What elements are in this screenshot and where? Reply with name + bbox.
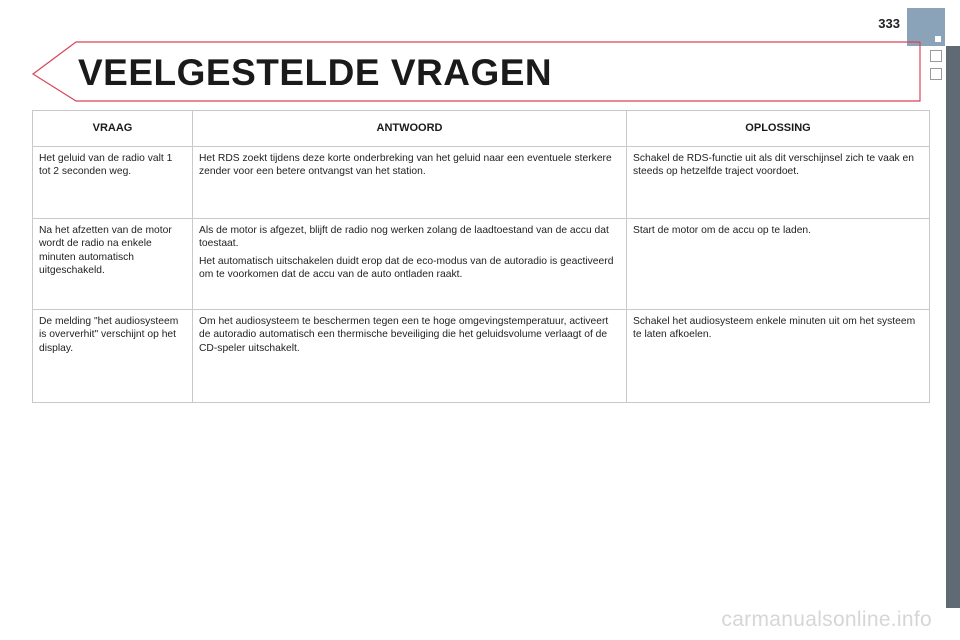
solution-cell: Schakel het audiosysteem enkele minuten uit om het systeem te laten afkoelen.: [627, 310, 930, 403]
page-number: 333: [878, 16, 900, 31]
solution-cell: Start de motor om de accu op te laden.: [627, 219, 930, 310]
header-question: VRAAG: [33, 111, 193, 147]
question-cell: Het geluid van de radio valt 1 tot 2 seconden weg.: [33, 147, 193, 219]
question-cell: De melding "het audiosysteem is oververhit" verschijnt op het display.: [33, 310, 193, 403]
table-row: [33, 310, 930, 403]
answer-cell: [193, 147, 627, 219]
page-title: VEELGESTELDE VRAGEN: [78, 52, 553, 93]
table-row: [33, 147, 930, 219]
solution-cell: Schakel de RDS-functie uit als dit verschijnsel zich te vaak en steeds op hetzelfde traject voordoet.: [627, 147, 930, 219]
answer-paragraph: Als de motor is afgezet, blijft de radio nog werken zolang de laadtoestand van de accu dat toestaat.: [199, 225, 609, 250]
side-strip: [946, 46, 960, 608]
answer-cell: [193, 219, 627, 310]
answer-paragraph: Om het audiosysteem te beschermen tegen een te hoge omgevingstemperatuur, activeert de autoradio automatisch een thermische beveiliging die het geluidsvolume verlaagt of de CD-speler uitschakelt.: [199, 316, 609, 354]
faq-table: [32, 110, 930, 403]
table-header-row: [33, 111, 930, 147]
header-answer: ANTWOORD: [193, 111, 627, 147]
table-row: [33, 219, 930, 310]
question-cell: Na het afzetten van de motor wordt de radio na enkele minuten automatisch uitgeschakeld.: [33, 219, 193, 310]
answer-paragraph: Het automatisch uitschakelen duidt erop dat de eco-modus van de autoradio is geactiveerd om te voorkomen dat de accu van de auto ontladen raakt.: [199, 255, 614, 281]
answer-paragraph: Het RDS zoekt tijdens deze korte onderbreking van het geluid naar een eventuele sterkere zender voor een betere ontvangst van het station.: [199, 153, 612, 178]
answer-cell: [193, 310, 627, 403]
header-solution: OPLOSSING: [627, 111, 930, 147]
watermark: carmanualsonline.info: [721, 608, 932, 631]
